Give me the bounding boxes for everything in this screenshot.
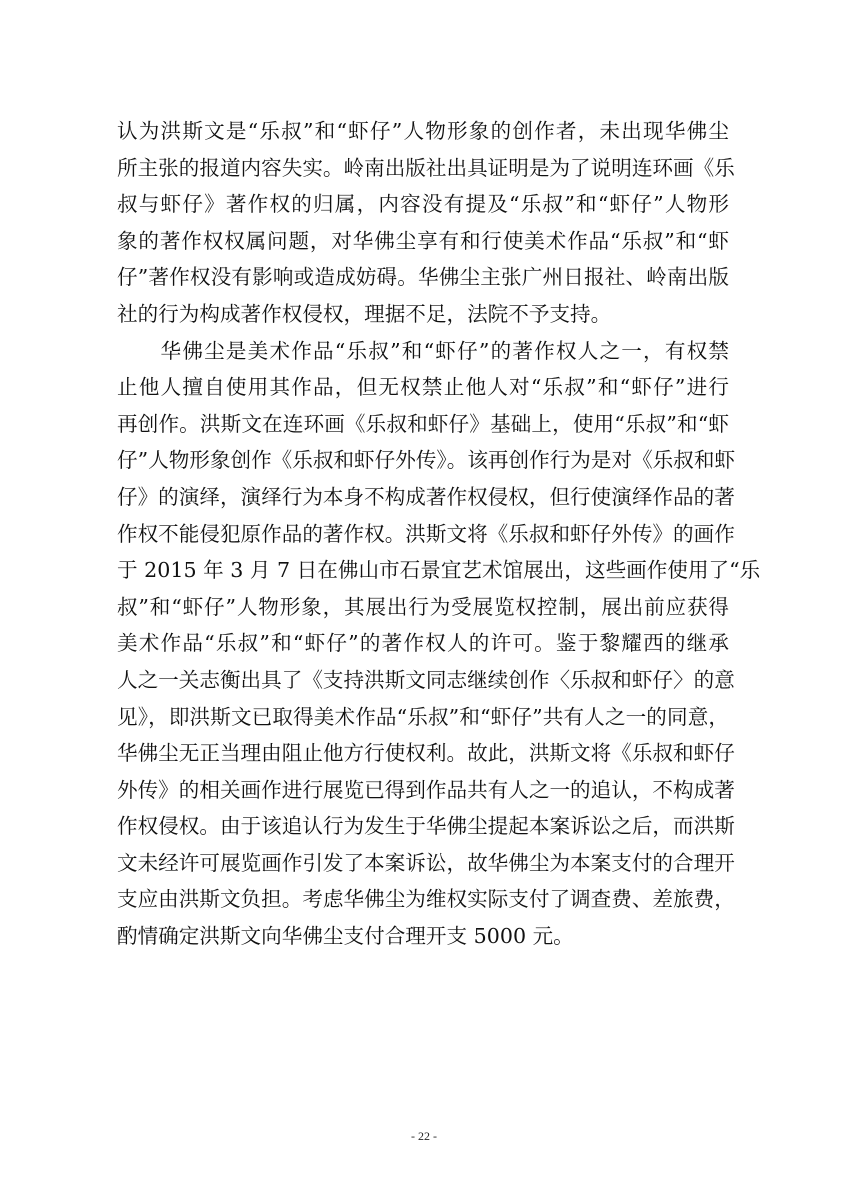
text-line: 所主张的报道内容失实。岭南出版社出具证明是为了说明连环画《乐 (117, 155, 735, 180)
text-line: 酌情确定洪斯文向华佛尘支付合理开支 5000 元。 (117, 924, 574, 949)
text-line: 见》，即洪斯文已取得美术作品“乐叔”和“虾仔”共有人之一的同意， (117, 704, 729, 729)
text-line: 外传》的相关画作进行展览已得到作品共有人之一的追认，不构成著 (117, 777, 735, 802)
text-line: 叔与虾仔》著作权的归属，内容没有提及“乐叔”和“虾仔”人物形 (117, 192, 729, 217)
text-line: 华佛尘是美术作品“乐叔”和“虾仔”的著作权人之一，有权禁 (117, 338, 729, 363)
text-line: 美术作品“乐叔”和“虾仔”的著作权人的许可。鉴于黎耀西的继承 (117, 631, 729, 656)
text-line: 文未经许可展览画作引发了本案诉讼，故华佛尘为本案支付的合理开 (117, 850, 735, 875)
paragraph-1 (117, 113, 735, 333)
page-number: - 22 - (411, 1129, 437, 1143)
text-line: 仔”人物形象创作《乐叔和虾仔外传》。该再创作行为是对《乐叔和虾 (117, 448, 736, 473)
text-line: 认为洪斯文是“乐叔”和“虾仔”人物形象的创作者，未出现华佛尘 (117, 119, 729, 143)
text-line: 于 2015 年 3 月 7 日在佛山市石景宜艺术馆展出，这些画作使用了“乐 (117, 558, 761, 583)
text-line: 仔》的演绎，演绎行为本身不构成著作权侵权，但行使演绎作品的著 (117, 484, 735, 509)
text-line: 华佛尘无正当理由阻止他方行使权利。故此，洪斯文将《乐叔和虾仔 (117, 741, 735, 766)
text-line: 叔”和“虾仔”人物形象，其展出行为受展览权控制，展出前应获得 (117, 594, 729, 619)
text-line: 人之一关志衡出具了《支持洪斯文同志继续创作〈乐叔和虾仔〉的意 (117, 667, 735, 692)
text-line: 再创作。洪斯文在连环画《乐叔和虾仔》基础上，使用“乐叔”和“虾 (117, 411, 729, 436)
text-line: 社的行为构成著作权侵权，理据不足，法院不予支持。 (117, 301, 612, 326)
text-line: 止他人擅自使用其作品，但无权禁止他人对“乐叔”和“虾仔”进行 (117, 375, 729, 400)
document-body (117, 113, 761, 955)
paragraph-2 (117, 333, 761, 955)
text-line: 仔”著作权没有影响或造成妨碍。华佛尘主张广州日报社、岭南出版 (117, 265, 729, 290)
text-line: 作权侵权。由于该追认行为发生于华佛尘提起本案诉讼之后，而洪斯 (117, 814, 735, 839)
text-line: 支应由洪斯文负担。考虑华佛尘为维权实际支付了调查费、差旅费， (117, 887, 735, 912)
text-line: 作权不能侵犯原作品的著作权。洪斯文将《乐叔和虾仔外传》的画作 (117, 521, 735, 546)
text-line: 象的著作权权属问题，对华佛尘享有和行使美术作品“乐叔”和“虾 (117, 228, 729, 253)
